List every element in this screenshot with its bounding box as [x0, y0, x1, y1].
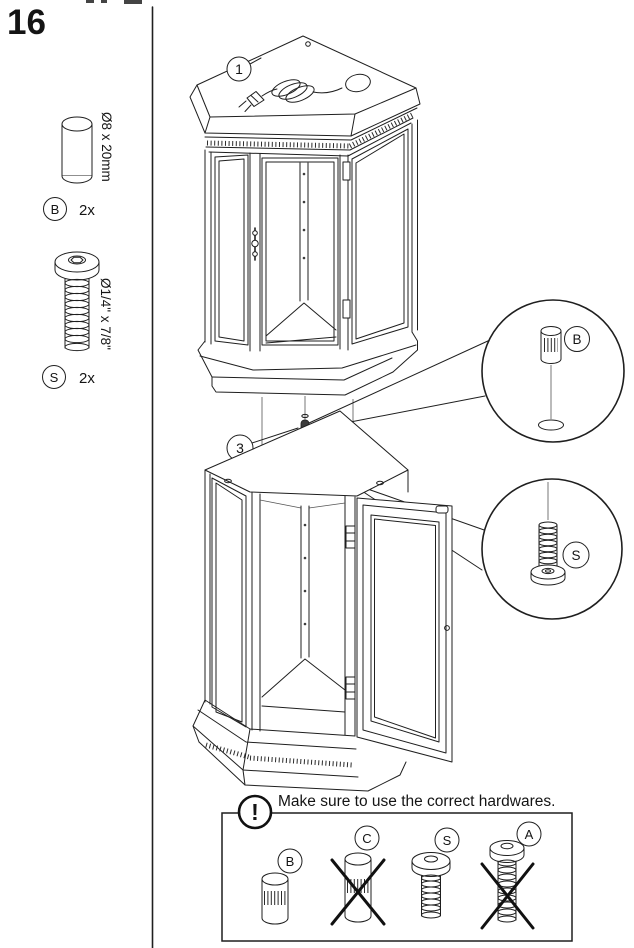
- hardware-sidebar: [43, 112, 115, 389]
- screw-s-qty: 2x: [79, 370, 95, 387]
- warning-item-s-letter: S: [442, 833, 452, 848]
- warning-panel: [222, 793, 572, 941]
- callout-1-number: 1: [235, 61, 243, 77]
- detail-circle-s: [482, 479, 622, 619]
- hinge-lower-bottom: [346, 677, 355, 699]
- detail-b-letter: B: [572, 332, 582, 347]
- door-handle: [252, 228, 258, 260]
- left-glass-panel-lower: [212, 478, 246, 727]
- screw-s-letter: S: [49, 370, 59, 385]
- glass-door-upper: [250, 153, 348, 351]
- dowel-b-illustration: [62, 117, 92, 183]
- warning-item-c-letter: C: [362, 831, 372, 846]
- warning-item-a-letter: A: [524, 827, 534, 842]
- open-glass-door: [357, 498, 452, 762]
- right-glass-panel-upper: [343, 129, 408, 344]
- hinge-lower-top: [346, 526, 355, 548]
- dowel-b-letter: B: [50, 202, 60, 217]
- dowel-b-size-label: Ø8 x 20mm: [99, 112, 114, 182]
- warning-message: Make sure to use the correct hardwares.: [278, 793, 556, 810]
- lower-cabinet-illustration: [193, 411, 452, 791]
- warning-item-b-letter: B: [285, 854, 295, 869]
- left-glass-panel-upper: [215, 155, 248, 345]
- callout-3-number: 3: [236, 440, 244, 456]
- upper-cabinet-interior: [266, 163, 336, 343]
- hinge-upper-top: [343, 162, 350, 180]
- exclamation-mark: !: [251, 799, 259, 825]
- upper-cabinet-illustration: [190, 36, 420, 395]
- door-catch-plate: [436, 506, 448, 513]
- dowel-b-qty: 2x: [79, 202, 95, 219]
- detail-circle-b: [482, 300, 624, 442]
- detail-s-letter: S: [571, 548, 581, 563]
- step-number: 16: [7, 3, 46, 42]
- screw-s-size-label: Ø1/4" x 7/8": [98, 278, 113, 350]
- hinge-upper-bottom: [343, 300, 350, 318]
- screw-s-illustration: [55, 252, 99, 351]
- page-edge-artifacts: [86, 0, 142, 4]
- lower-cabinet-interior: [260, 500, 345, 712]
